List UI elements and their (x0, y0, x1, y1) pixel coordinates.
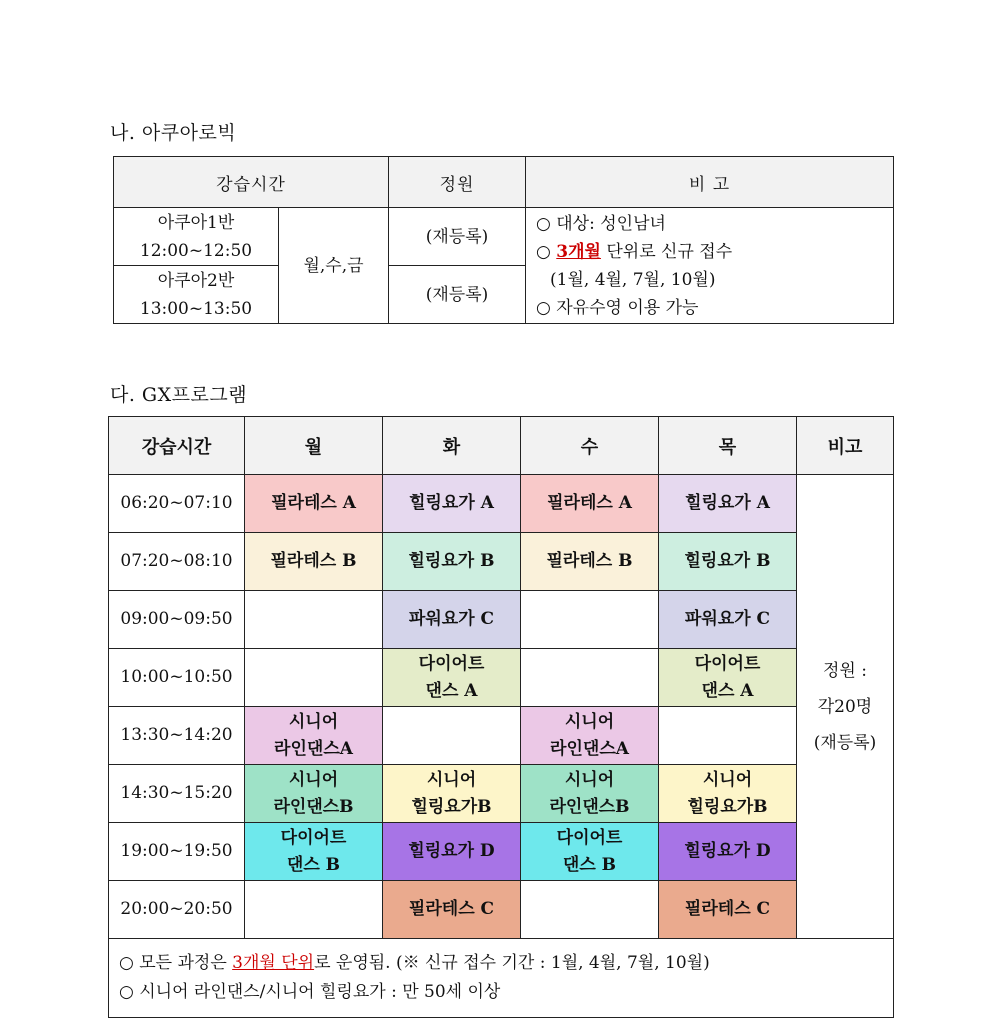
gx-class-line: 힐링요가 D (684, 841, 771, 861)
gx-time-cell: 20:00~20:50 (109, 881, 245, 939)
gx-footer-line-1 (119, 949, 893, 978)
gx-class-cell-tue (383, 765, 521, 823)
gx-class-cell-tue (383, 591, 521, 649)
gx-header-thu: 목 (659, 417, 797, 475)
gx-class-cell-wed (521, 533, 659, 591)
aqua-class-1 (114, 208, 279, 266)
gx-class-cell-mon (245, 475, 383, 533)
gx-header-wed: 수 (521, 417, 659, 475)
gx-header-mon: 월 (245, 417, 383, 475)
gx-remark-line2: 각20명 (817, 696, 873, 717)
aqua-notes (526, 208, 894, 324)
gx-row (109, 881, 894, 939)
gx-row (109, 765, 894, 823)
gx-class-line: 힐링요가 D (408, 841, 495, 861)
gx-class-cell-mon (245, 707, 383, 765)
gx-remark-line3: (재등록) (813, 732, 877, 753)
gx-row (109, 823, 894, 881)
gx-class-cell-thu (659, 533, 797, 591)
gx-class-line: 필라테스 B (546, 551, 633, 571)
gx-class-line: 파워요가 C (408, 609, 495, 629)
gx-class-line: 댄스 B (562, 854, 617, 875)
gx-class-line: 파워요가 C (684, 609, 771, 629)
aqua-note-registration (536, 238, 893, 266)
aqua-header-row (114, 157, 894, 208)
gx-class-line: 힐링요가 A (685, 493, 770, 513)
aqua-note-target: ○ 대상: 성인남녀 (536, 213, 666, 234)
aqua-class-2-capacity: (재등록) (389, 266, 526, 324)
gx-class-cell-wed (521, 649, 659, 707)
gx-row (109, 475, 894, 533)
gx-remark-cell (797, 475, 894, 939)
gx-class-cell-mon (245, 823, 383, 881)
gx-class-line: 댄스 B (286, 854, 341, 875)
gx-body (109, 475, 894, 939)
gx-footer-line-2: ○ 시니어 라인댄스/시니어 힐링요가 : 만 50세 이상 (119, 982, 501, 1002)
gx-header-remark: 비고 (797, 417, 894, 475)
gx-class-cell-tue (383, 707, 521, 765)
gx-class-cell-mon (245, 649, 383, 707)
gx-class-line: 시니어 (564, 769, 615, 790)
gx-class-cell-mon (245, 765, 383, 823)
gx-class-cell-mon (245, 591, 383, 649)
gx-footer (109, 939, 894, 1018)
aqua-row-1 (114, 208, 894, 266)
gx-class-cell-thu (659, 591, 797, 649)
gx-class-line: 다이어트 (556, 827, 623, 848)
gx-class-line: 힐링요가 B (684, 551, 771, 571)
gx-class-cell-wed (521, 881, 659, 939)
gx-class-line: 시니어 (702, 769, 753, 790)
gx-class-cell-wed (521, 823, 659, 881)
gx-class-cell-tue (383, 823, 521, 881)
gx-class-cell-tue (383, 475, 521, 533)
gx-row (109, 707, 894, 765)
aqua-note-suffix: 단위로 신규 접수 (600, 241, 733, 262)
gx-class-line: 다이어트 (418, 653, 485, 674)
gx-time-cell: 10:00~10:50 (109, 649, 245, 707)
gx-class-cell-thu (659, 649, 797, 707)
aqua-class-2 (114, 266, 279, 324)
aqua-schedule-table (113, 156, 894, 324)
gx-time-cell: 19:00~19:50 (109, 823, 245, 881)
gx-class-cell-tue (383, 649, 521, 707)
gx-header-time: 강습시간 (109, 417, 245, 475)
gx-footer-row (109, 939, 894, 1018)
gx-time-cell: 07:20~08:10 (109, 533, 245, 591)
gx-class-line: 필라테스 C (408, 899, 495, 919)
gx-class-line: 시니어 (564, 711, 615, 732)
gx-class-line: 필라테스 B (270, 551, 357, 571)
gx-class-line: 힐링요가 B (408, 551, 495, 571)
aqua-days: 월,수,금 (279, 208, 389, 324)
gx-class-line: 힐링요가B (411, 796, 492, 817)
gx-class-cell-thu (659, 881, 797, 939)
gx-row (109, 649, 894, 707)
aqua-class-2-name: 아쿠아2반 (157, 270, 235, 291)
aqua-note-free-swim: ○ 자유수영 이용 가능 (536, 297, 699, 318)
gx-row (109, 591, 894, 649)
gx-class-line: 힐링요가B (687, 796, 768, 817)
gx-header-row (109, 417, 894, 475)
aqua-class-1-name: 아쿠아1반 (157, 212, 235, 233)
gx-class-cell-thu (659, 765, 797, 823)
gx-class-cell-mon (245, 533, 383, 591)
aqua-note-highlight: 3개월 (556, 241, 601, 262)
gx-class-line: 필라테스 A (547, 493, 632, 513)
gx-class-line: 필라테스 A (271, 493, 356, 513)
gx-footer-prefix: ○ 모든 과정은 (119, 953, 233, 973)
gx-class-line: 시니어 (426, 769, 477, 790)
gx-class-cell-thu (659, 707, 797, 765)
gx-time-cell: 14:30~15:20 (109, 765, 245, 823)
gx-class-line: 댄스 A (701, 680, 754, 701)
gx-class-line: 댄스 A (425, 680, 478, 701)
aqua-header-capacity: 정원 (389, 157, 526, 208)
aqua-note-bullet: ○ (536, 241, 557, 262)
gx-class-cell-wed (521, 475, 659, 533)
gx-row (109, 533, 894, 591)
gx-time-cell: 06:20~07:10 (109, 475, 245, 533)
gx-class-line: 라인댄스B (273, 796, 354, 817)
gx-class-line: 시니어 (288, 711, 339, 732)
aqua-note-months: (1월, 4월, 7월, 10월) (550, 269, 716, 290)
gx-class-cell-mon (245, 881, 383, 939)
gx-section-title: 다. GX프로그램 (110, 384, 248, 406)
gx-class-cell-thu (659, 823, 797, 881)
gx-remark-line1: 정원 : (823, 660, 867, 681)
gx-header-tue: 화 (383, 417, 521, 475)
aqua-header-time: 강습시간 (114, 157, 389, 208)
gx-class-cell-wed (521, 765, 659, 823)
gx-class-line: 힐링요가 A (409, 493, 494, 513)
aqua-class-1-time: 12:00~12:50 (139, 240, 253, 261)
gx-class-line: 시니어 (288, 769, 339, 790)
gx-class-line: 라인댄스A (550, 738, 629, 759)
gx-time-cell: 13:30~14:20 (109, 707, 245, 765)
gx-class-line: 라인댄스A (274, 738, 353, 759)
aqua-class-2-time: 13:00~13:50 (139, 298, 253, 319)
gx-class-cell-thu (659, 475, 797, 533)
gx-footer-suffix: 로 운영됨. (※ 신규 접수 기간 : 1월, 4월, 7월, 10월) (314, 953, 710, 973)
gx-class-line: 필라테스 C (684, 899, 771, 919)
gx-class-cell-wed (521, 707, 659, 765)
aqua-header-note: 비 고 (526, 157, 894, 208)
gx-class-cell-tue (383, 533, 521, 591)
gx-time-cell: 09:00~09:50 (109, 591, 245, 649)
gx-schedule-table (108, 416, 894, 1018)
aqua-section-title: 나. 아쿠아로빅 (110, 122, 237, 144)
aqua-class-1-capacity: (재등록) (389, 208, 526, 266)
gx-class-line: 다이어트 (280, 827, 347, 848)
gx-class-line: 다이어트 (694, 653, 761, 674)
gx-class-cell-tue (383, 881, 521, 939)
gx-class-line: 라인댄스B (549, 796, 630, 817)
gx-footer-highlight: 3개월 단위 (232, 953, 315, 973)
gx-class-cell-wed (521, 591, 659, 649)
